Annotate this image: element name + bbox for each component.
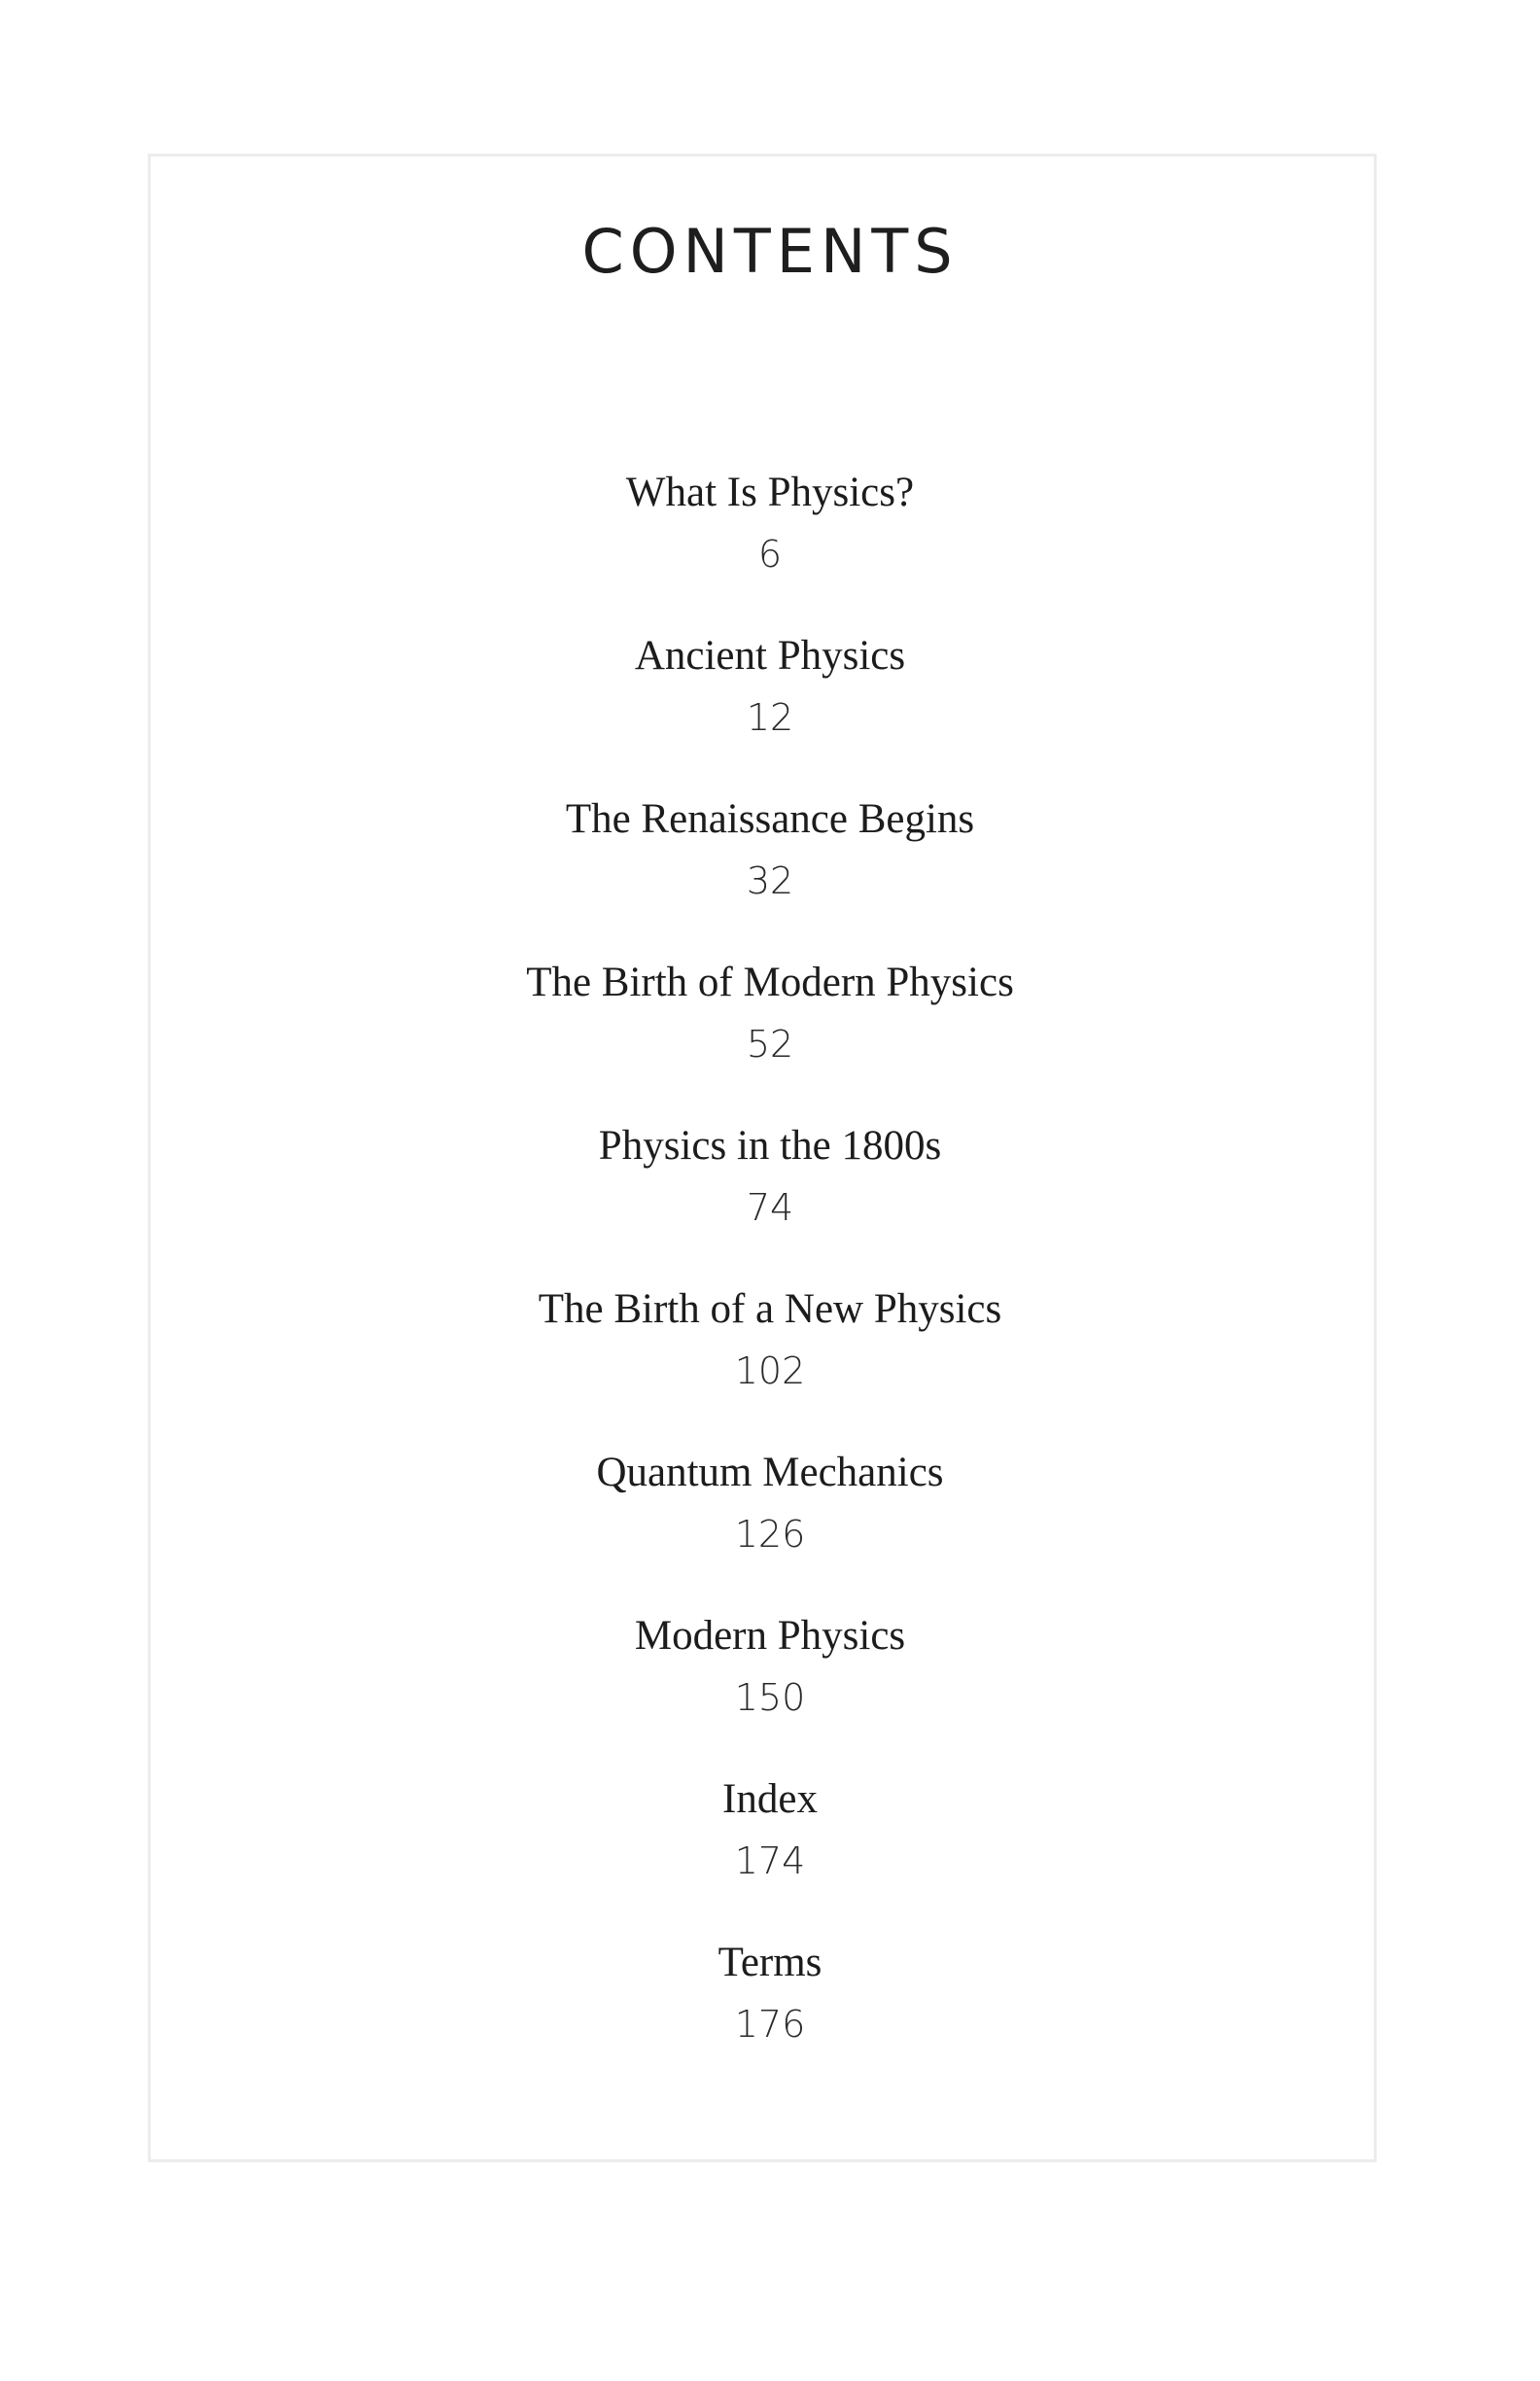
- table-of-contents: [0, 461, 1540, 2094]
- toc-entry[interactable]: [0, 1931, 1540, 2094]
- toc-entry-title: The Birth of Modern Physics: [526, 960, 1014, 1005]
- toc-entry-page: 126: [734, 1513, 806, 1556]
- toc-entry-page: 6: [757, 533, 783, 576]
- toc-entry-title: Terms: [718, 1940, 822, 1985]
- toc-entry-title: The Birth of a New Physics: [538, 1286, 1002, 1332]
- toc-entry-page: 74: [746, 1186, 794, 1229]
- toc-entry[interactable]: [0, 1768, 1540, 1931]
- toc-entry-page: 174: [734, 1839, 806, 1882]
- toc-entry-title: Ancient Physics: [634, 633, 906, 679]
- toc-entry-title: Quantum Mechanics: [596, 1450, 944, 1495]
- toc-entry[interactable]: [0, 624, 1540, 788]
- toc-entry-page: 52: [746, 1023, 794, 1066]
- toc-entry[interactable]: [0, 1114, 1540, 1278]
- toc-entry-page: 150: [734, 1676, 806, 1719]
- toc-entry[interactable]: [0, 1604, 1540, 1768]
- toc-entry-page: 102: [734, 1349, 806, 1392]
- toc-entry-title: Index: [722, 1776, 818, 1822]
- contents-heading: CONTENTS: [581, 216, 959, 287]
- toc-entry-title: Modern Physics: [634, 1613, 906, 1659]
- toc-entry-page: 12: [746, 696, 794, 739]
- toc-entry-title: Physics in the 1800s: [598, 1123, 942, 1169]
- toc-entry[interactable]: [0, 788, 1540, 951]
- toc-entry-page: 32: [746, 859, 794, 902]
- toc-entry-title: What Is Physics?: [625, 470, 915, 515]
- toc-entry[interactable]: [0, 1278, 1540, 1441]
- toc-entry-title: The Renaissance Begins: [565, 796, 975, 842]
- toc-entry[interactable]: [0, 1441, 1540, 1604]
- toc-entry[interactable]: [0, 461, 1540, 624]
- toc-entry[interactable]: [0, 951, 1540, 1114]
- toc-entry-page: 176: [734, 2003, 806, 2046]
